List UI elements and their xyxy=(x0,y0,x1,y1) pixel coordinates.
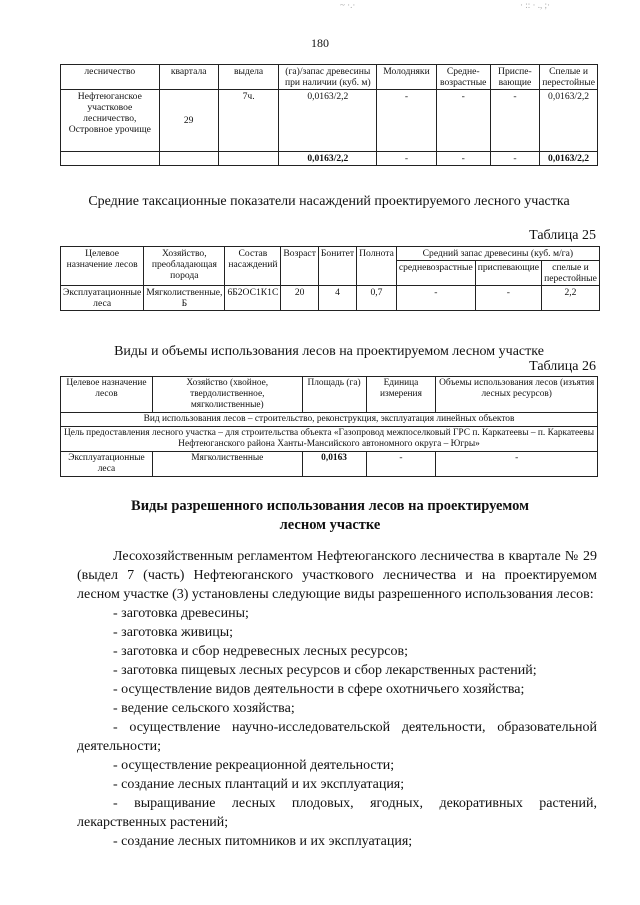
list-item: - выращивание лесных плодовых, ягодных, декоративных растений, лекарственных растений; xyxy=(77,796,597,830)
table-cell: 0,0163/2,2 xyxy=(540,152,598,166)
table-cell xyxy=(218,152,279,166)
col-header: Молодняки xyxy=(377,65,437,90)
col-header: Объемы использования лесов (изъятия лесных ресурсов) xyxy=(436,377,598,413)
table-row xyxy=(61,452,598,477)
col-header: Полнота xyxy=(357,247,397,286)
col-header: Средний запас древесины (куб. м/га) xyxy=(396,247,599,261)
list-item: - создание лесных питомников и их эксплуатация; xyxy=(113,834,413,849)
col-header: Хозяйство (хвойное, твердолиственное, мягколиственные) xyxy=(152,377,302,413)
table-cell: - xyxy=(436,152,490,166)
col-header: спелые и перестойные xyxy=(542,261,600,286)
table-cell: 6Б2ОС1К1С xyxy=(225,286,281,311)
table-row xyxy=(61,286,600,311)
table-forest-fund xyxy=(60,64,598,166)
table-cell: 29 xyxy=(159,90,218,152)
list-item: - создание лесных плантаций и их эксплуатация; xyxy=(113,777,405,792)
table-header-row xyxy=(61,247,600,261)
list-item: - осуществление рекреационной деятельности; xyxy=(113,758,395,773)
list-item: - заготовка и сбор недревесных лесных ресурсов; xyxy=(113,644,408,659)
table-cell xyxy=(159,152,218,166)
list-item: - осуществление научно-исследовательской деятельности, образовательной деятельности; xyxy=(77,720,597,754)
table-cell: 2,2 xyxy=(542,286,600,311)
table-25 xyxy=(60,246,600,311)
col-header: Приспе-вающие xyxy=(490,65,539,90)
table-cell: - xyxy=(377,90,437,152)
col-header: лесничество xyxy=(61,65,160,90)
table-header-row xyxy=(61,65,598,90)
table-span-row xyxy=(61,413,598,427)
col-header: средневозрастные xyxy=(396,261,475,286)
col-header: Спелые и перестойные xyxy=(540,65,598,90)
table-cell: 0,7 xyxy=(357,286,397,311)
section-heading: Виды разрешенного использования лесов на проектируемом лесном участке xyxy=(131,498,529,533)
scan-mark-right: · :: · ., ;· xyxy=(520,0,550,10)
section-title-taxation: Средние таксационные показатели насаждений проектируемого лесного участка xyxy=(88,194,570,209)
col-header: квартала xyxy=(159,65,218,90)
col-header: Целевое назначение лесов xyxy=(61,377,153,413)
table-cell: - xyxy=(436,90,490,152)
table-cell: 0,0163 xyxy=(302,452,366,477)
table-cell: 4 xyxy=(318,286,356,311)
col-header: Хозяйство, преобладающая порода xyxy=(144,247,225,286)
col-header: приспевающие xyxy=(475,261,541,286)
table-cell: Эксплуатационные леса xyxy=(61,452,153,477)
table-cell: 0,0163/2,2 xyxy=(279,152,377,166)
table-cell: - xyxy=(436,452,598,477)
table-row xyxy=(61,90,598,152)
table-cell: 0,0163/2,2 xyxy=(540,90,598,152)
table-cell xyxy=(61,152,160,166)
table-cell: Мягколиственные, Б xyxy=(144,286,225,311)
col-header: (га)/запас древесины при наличии (куб. м) xyxy=(279,65,377,90)
list-item: - заготовка пищевых лесных ресурсов и сбор лекарственных растений; xyxy=(113,663,537,678)
table-cell: - xyxy=(490,90,539,152)
col-header: Состав насаждений xyxy=(225,247,281,286)
table-cell: Нефтеюганское участковое лесничество, Островное урочище xyxy=(61,90,160,152)
scan-mark-left: ~ ·.· xyxy=(340,0,356,10)
col-header: Целевое назначение лесов xyxy=(61,247,144,286)
table-26 xyxy=(60,376,598,477)
table-cell: - xyxy=(396,286,475,311)
col-header: выдела xyxy=(218,65,279,90)
list-item: - осуществление видов деятельности в сфере охотничьего хозяйства; xyxy=(113,682,525,697)
table-header-row xyxy=(61,377,598,413)
table-cell: 0,0163/2,2 xyxy=(279,90,377,152)
table-span-row xyxy=(61,427,598,452)
table-cell: Мягколиственные xyxy=(152,452,302,477)
col-header: Возраст xyxy=(281,247,319,286)
table-cell: 7ч. xyxy=(218,90,279,152)
section-title-usage: Виды и объемы использования лесов на проектируемом лесном участке xyxy=(114,344,544,359)
table-total-row xyxy=(61,152,598,166)
table-cell: Цель предоставления лесного участка – для строительства объекта «Газопровод межпоселковый ГРС п. Каркатеевы – п. Каркатеевы Нефтеюганского района Ханты-Мансийского автономного округа – Югры» xyxy=(61,427,598,452)
list-item: - ведение сельского хозяйства; xyxy=(113,701,295,716)
list-item: - заготовка древесины; xyxy=(113,606,249,621)
intro-paragraph: Лесохозяйственным регламентом Нефтеюганского лесничества в квартале № 29 (выдел 7 (часть) Нефтеюганского участкового лесничества и на проектируемом лесном участке (3) установлены следующие виды разрешенного использования лесов: xyxy=(77,549,597,602)
body-text xyxy=(77,547,597,851)
table-cell: - xyxy=(475,286,541,311)
col-header: Единица измерения xyxy=(366,377,436,413)
table-cell: - xyxy=(366,452,436,477)
col-header: Бонитет xyxy=(318,247,356,286)
table-cell: - xyxy=(377,152,437,166)
table-cell: 20 xyxy=(281,286,319,311)
table-cell: - xyxy=(490,152,539,166)
list-item: - заготовка живицы; xyxy=(113,625,234,640)
col-header: Площадь (га) xyxy=(302,377,366,413)
table-label: Таблица 25 xyxy=(529,228,596,243)
table-cell: Вид использования лесов – строительство, реконструкция, эксплуатация линейных объектов xyxy=(61,413,598,427)
table-cell: Эксплуатационные леса xyxy=(61,286,144,311)
col-header: Средне-возрастные xyxy=(436,65,490,90)
table-label: Таблица 26 xyxy=(529,359,596,374)
page-number: 180 xyxy=(311,36,329,50)
